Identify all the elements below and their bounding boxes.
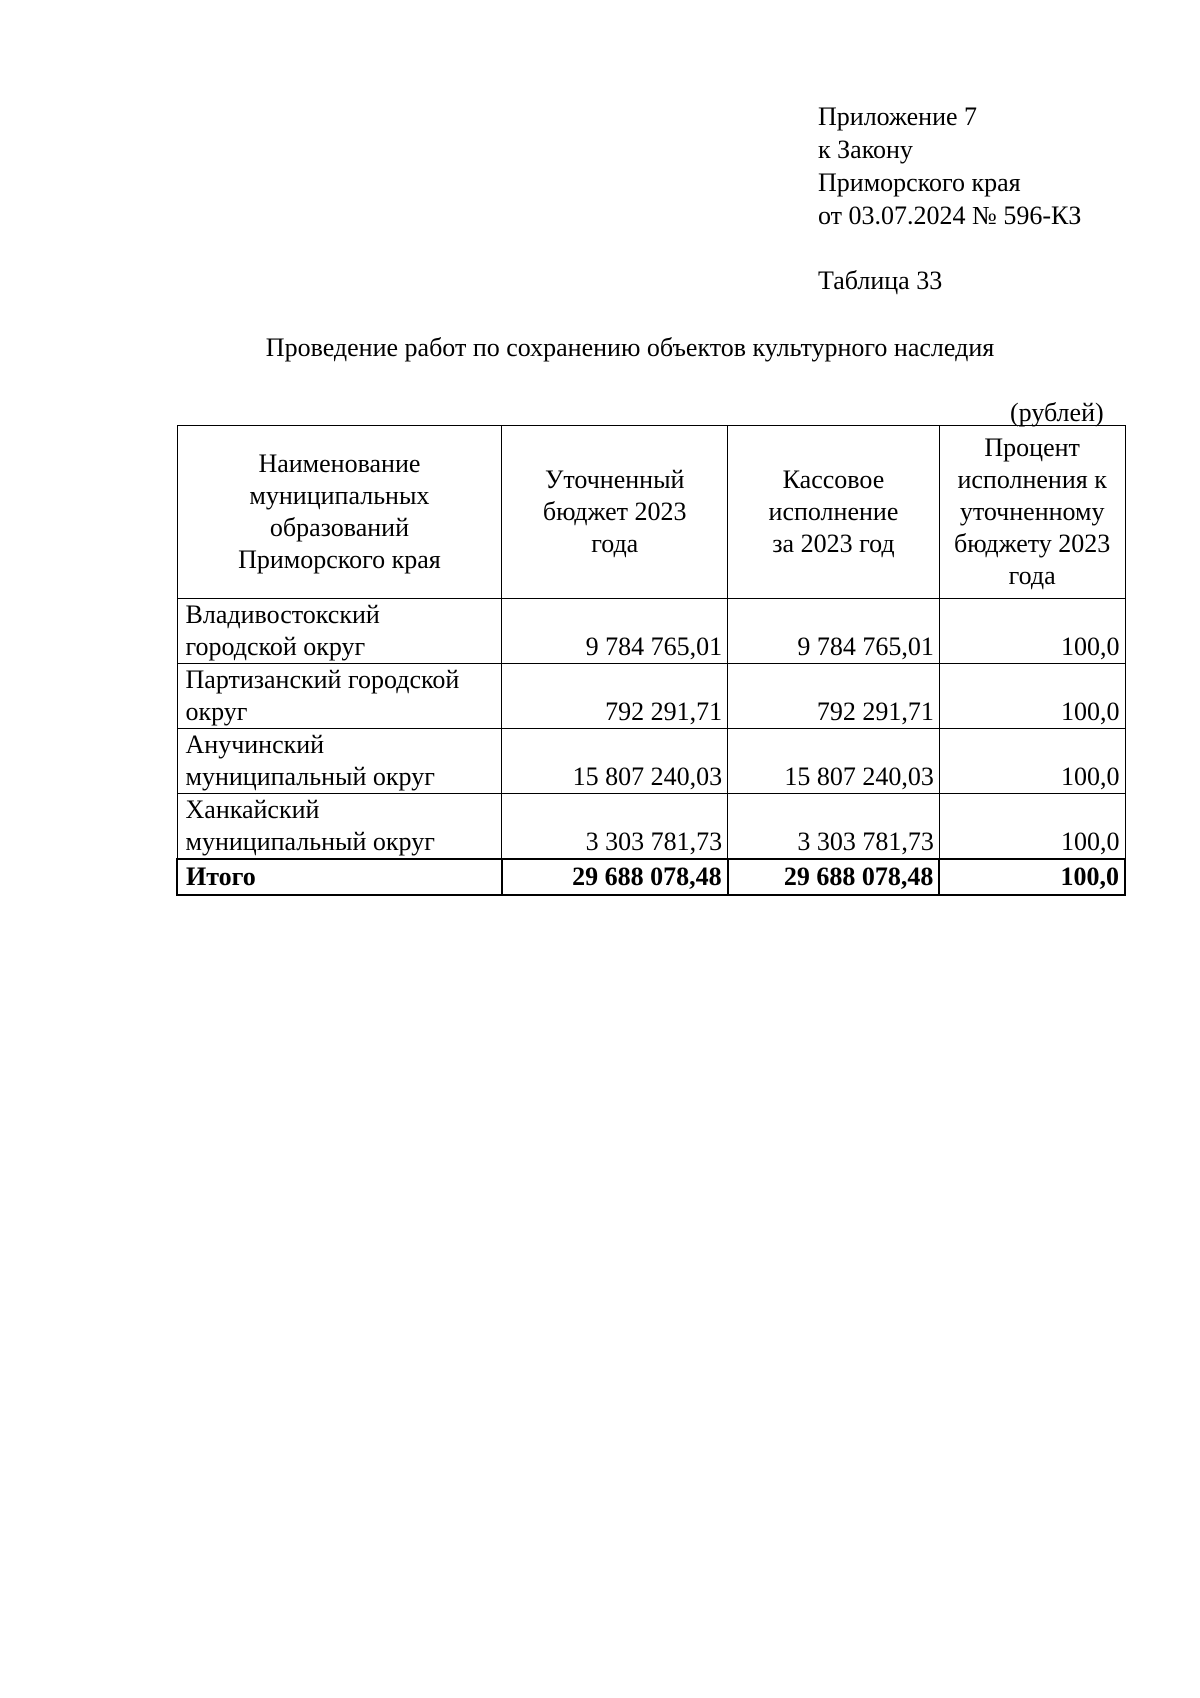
table-row [177,599,1125,664]
cell-budget: 3 303 781,73 [502,794,728,860]
table-header-row [177,426,1125,599]
cell-budget: 15 807 240,03 [502,729,728,794]
table-row [177,794,1125,860]
header-percent: Процент исполнения к уточненному бюджету 2023 года [939,426,1125,599]
appendix-line: Приморского края [818,168,1021,197]
table-row [177,729,1125,794]
appendix-line: Приложение 7 [818,102,978,131]
cell-executed: 9 784 765,01 [728,599,940,664]
cell-percent: 100,0 [939,794,1125,860]
cell-municipality: Владивостокский городской округ [177,599,502,664]
cell-municipality: Ханкайский муниципальный округ [177,794,502,860]
cell-total-executed: 29 688 078,48 [728,859,940,895]
cell-executed: 15 807 240,03 [728,729,940,794]
appendix-reference [818,100,1081,232]
cell-executed: 792 291,71 [728,664,940,729]
appendix-line: к Закону [818,135,913,164]
budget-table [176,425,1126,896]
header-executed: Кассовое исполнение за 2023 год [728,426,940,599]
cell-total-percent: 100,0 [939,859,1125,895]
header-budget: Уточненный бюджет 2023 года [502,426,728,599]
cell-total-budget: 29 688 078,48 [502,859,728,895]
table-row [177,664,1125,729]
table-total-row [177,859,1125,895]
cell-budget: 9 784 765,01 [502,599,728,664]
cell-total-label: Итого [177,859,502,895]
units-label: (рублей) [1010,398,1104,427]
cell-percent: 100,0 [939,664,1125,729]
document-title: Проведение работ по сохранению объектов культурного наследия [265,333,995,362]
appendix-line: от 03.07.2024 № 596-КЗ [818,201,1082,230]
cell-budget: 792 291,71 [502,664,728,729]
cell-municipality: Анучинский муниципальный округ [177,729,502,794]
cell-percent: 100,0 [939,729,1125,794]
cell-municipality: Партизанский городской округ [177,664,502,729]
table-number: Таблица 33 [818,266,943,295]
cell-percent: 100,0 [939,599,1125,664]
cell-executed: 3 303 781,73 [728,794,940,860]
header-municipality: Наименование муниципальных образований Приморского края [177,426,502,599]
